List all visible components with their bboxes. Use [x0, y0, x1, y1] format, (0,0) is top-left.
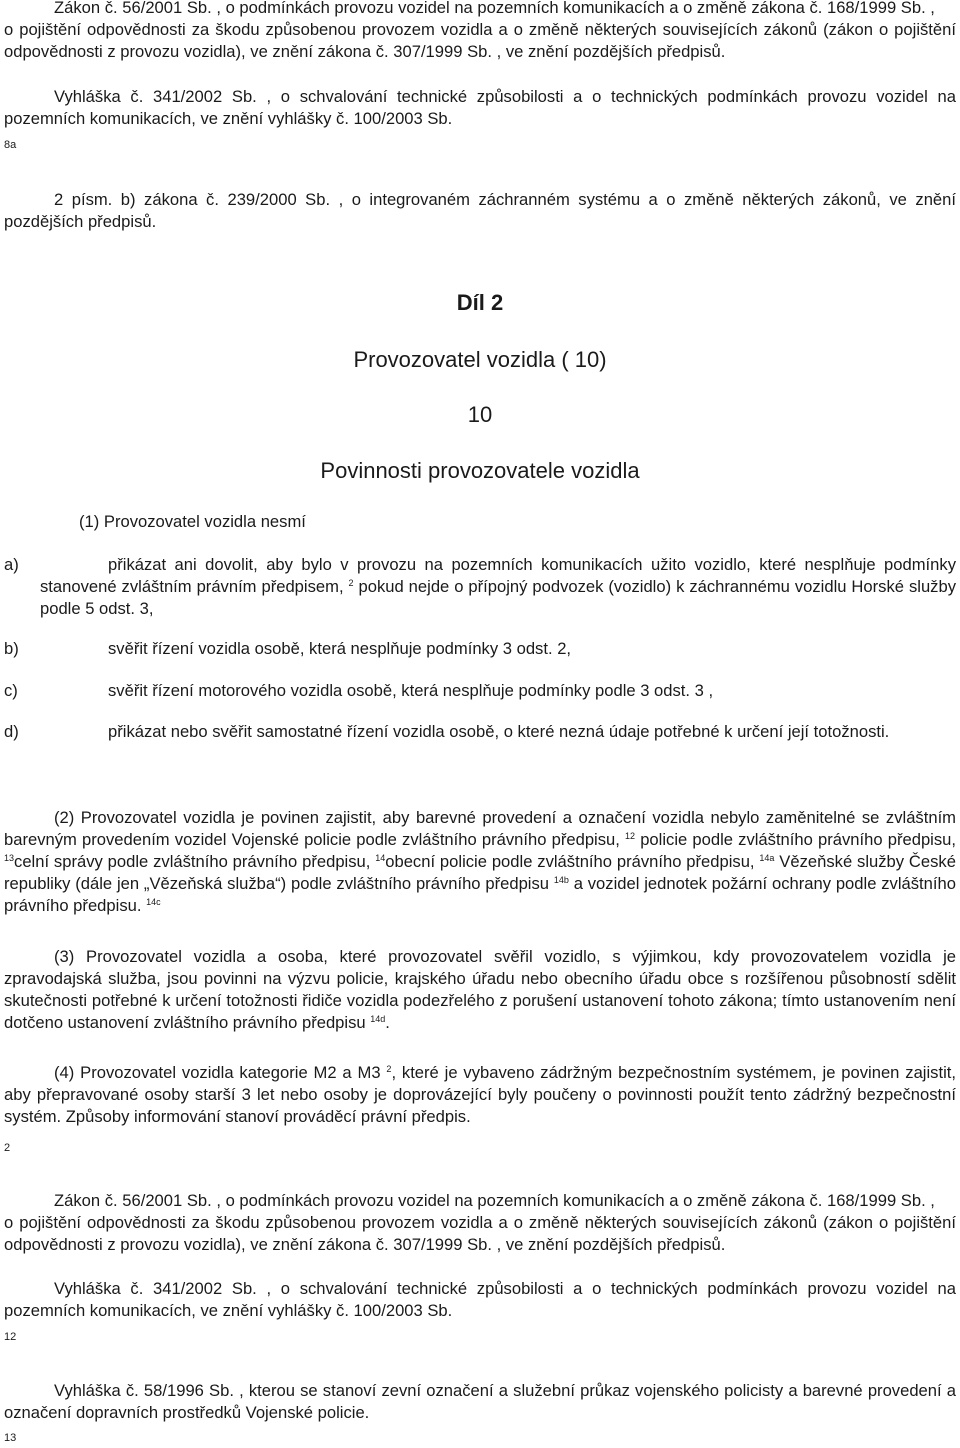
- footnote-12-text: Vyhláška č. 58/1996 Sb. , kterou se stanoví zevní označení a služební průkaz vojenského policisty a barevné provedení a označení dopravních prostředků Vojenské policie.: [4, 1381, 956, 1422]
- footnote-2-vyhlaska: Vyhláška č. 341/2002 Sb. , o schvalování technické způsobilosti a o technických podmínkách provozu vozidel na pozemních komunikacích, ve znění vyhlášky č. 100/2003 Sb.: [4, 1279, 956, 1320]
- footnote-text: o pojištění odpovědnosti za škodu způsobenou provozem vozidla a o změně některých souvisejících zákonů (zákon o pojištění odpovědnosti z provozu vozidla), ve znění zákona č. 307/1999 Sb. , ve znění pozdějších předpisů.: [4, 20, 956, 61]
- item-letter: d): [4, 722, 19, 741]
- footnote-mark: 12: [4, 1331, 17, 1343]
- footnote-vyhlaska-341: Vyhláška č. 341/2002 Sb. , o schvalování technické způsobilosti a o technických podmínkách provozu vozidel na pozemních komunikacích, ve znění vyhlášky č. 100/2003 Sb.: [4, 87, 956, 128]
- section-number: 10: [467, 402, 493, 427]
- footnote-text: Zákon č. 56/2001 Sb. , o podmínkách provozu vozidel na pozemních komunikacích a o změně zákona č. 168/1999 Sb. ,: [54, 0, 935, 17]
- item-text: přikázat nebo svěřit samostatné řízení vozidla osobě, o které nezná údaje potřebné k určení její totožnosti.: [108, 722, 890, 741]
- paragraph-2: (2) Provozovatel vozidla je povinen zajistit, aby barevné provedení a označení vozidla nebylo zaměnitelné se zvláštním barevným provedením vozidel Vojenské policie podle zvláštního právního předpisu, $^{12}$ policie podle zvláštního právního předpisu, $^{13}$celní správy podle zvláštního právního předpisu, $^{14}$obecní policie podle zvláštního právního předpisu, $^{14a}$ Vězeňské služby České republiky (dále jen „Vězeňská služba“) podle zvláštního právního předpisu $^{14b}$ a vozidel jednotek požární ochrany podle zvláštního právního předpisu. $^{14c}$: [4, 808, 956, 915]
- footnote-8a-text: 2 písm. b) zákona č. 239/2000 Sb. , o integrovaném záchranném systému a o změně některých zákonů, ve znění pozdějších předpisů.: [4, 190, 956, 231]
- list-item-d: [4, 721, 956, 743]
- paragraph-4: (4) Provozovatel vozidla kategorie M2 a M3 $^2$, které je vybaveno zádržným bezpečnostním systémem, je povinen zajistit, aby přepravované osoby starší 3 let nebo osoby je doprovázející byly poučeny o povinnosti použít tento zádržný bezpečnostní systém. Způsoby informování stanoví prováděcí právní předpis.: [4, 1063, 956, 1126]
- list-item-c: [4, 680, 956, 702]
- footnote-mark: 8a: [4, 139, 17, 151]
- list-item-a: [4, 554, 956, 620]
- item-text: svěřit řízení motorového vozidla osobě, která nesplňuje podmínky podle 3 odst. 3 ,: [108, 681, 714, 700]
- footnote-2-continued: [4, 0, 956, 63]
- section-title: Povinnosti provozovatele vozidla: [320, 458, 640, 483]
- item-text: svěřit řízení vozidla osobě, která nesplňuje podmínky 3 odst. 2,: [108, 639, 572, 658]
- paragraph-1-intro: (1) Provozovatel vozidla nesmí: [79, 512, 306, 531]
- item-letter: b): [4, 639, 19, 658]
- item-letter: a): [4, 555, 19, 574]
- footnote-2: Zákon č. 56/2001 Sb. , o podmínkách provozu vozidel na pozemních komunikacích a o změně zákona č. 168/1999 Sb. , o pojištění odpovědnosti za škodu způsobenou provozem vozidla a o změně některých souvisejících zákonů (zákon o pojištění odpovědnosti z provozu vozidla), ve znění zákona č. 307/1999 Sb. , ve znění pozdějších předpisů.: [4, 1191, 956, 1254]
- part-heading: Díl 2: [456, 290, 504, 315]
- part-title: Provozovatel vozidla ( 10): [353, 347, 607, 372]
- paragraph-3: (3) Provozovatel vozidla a osoba, které provozovatel svěřil vozidlo, s výjimkou, kdy provozovatelem vozidla je zpravodajská služba, jsou povinni na výzvu policie, krajského úřadu nebo obecního úřadu obce s rozšířenou působností sdělit skutečnosti potřebné k určení totožnosti řidiče vozidla podezřelého z porušení ustanovení tohoto zákona; tímto ustanovením není dotčeno ustanovení zvláštního právního předpisu $^{14d}$.: [4, 947, 956, 1032]
- item-letter: c): [4, 681, 18, 700]
- list-item-b: [4, 638, 956, 660]
- item-text: přikázat ani dovolit, aby bylo v provozu na pozemních komunikacích užito vozidlo, které nesplňuje podmínky stanovené zvláštním právním předpisem, $^2$ pokud nejde o přípojný podvozek (vozidlo) k záchrannému vozidlu Horské služby podle 5 odst. 3,: [40, 555, 956, 618]
- footnote-mark: 13: [4, 1432, 17, 1444]
- footnote-mark: 2: [4, 1142, 11, 1154]
